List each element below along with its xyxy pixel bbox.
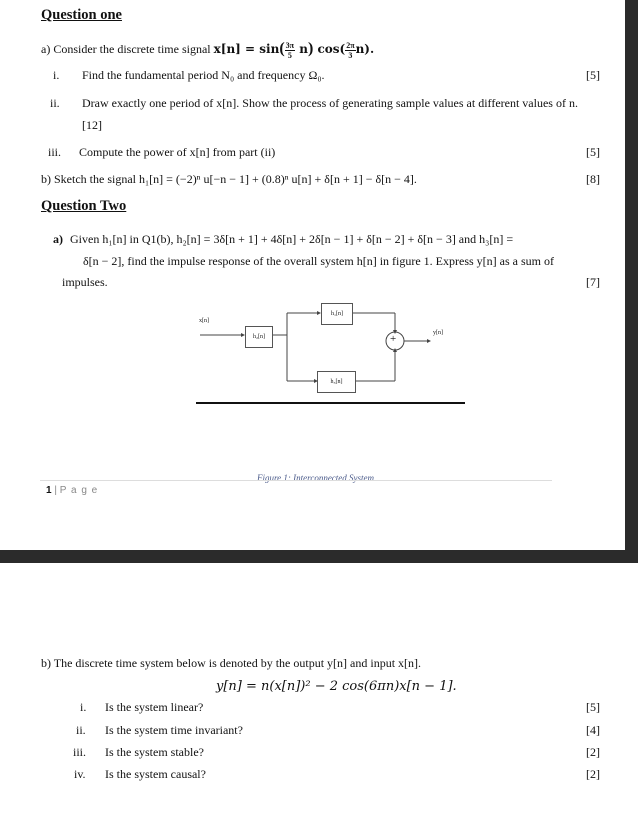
q1-item-num: i. bbox=[53, 68, 60, 82]
q2b-item-text: Is the system causal? bbox=[105, 767, 206, 781]
q1a-prefix: a) Consider the discrete time signal bbox=[41, 42, 214, 56]
q1a-fraction-2: $\frac{2\pi}{3}$ bbox=[346, 40, 355, 60]
h2-block: h₂[n] bbox=[245, 326, 273, 348]
output-label: y[n] bbox=[433, 330, 443, 336]
q2b-item-mark: [2] bbox=[586, 767, 600, 781]
footer-page-word: P a g e bbox=[59, 485, 99, 496]
q1-item-text: Draw exactly one period of x[n]. Show the process of generating sample values at different values of n. bbox=[82, 96, 578, 110]
h3-block: h₃[n] bbox=[317, 371, 356, 393]
q2a-line-1: Given h₁[n] in Q1(b), h₂[n] = 3δ[n + 1] + 4δ[n] + 2δ[n − 1] + δ[n − 2] + δ[n − 3] and h₃[n] = bbox=[70, 232, 514, 246]
q2a-mark: [7] bbox=[586, 275, 600, 289]
h1-block: h₁[n] bbox=[321, 303, 353, 325]
q2a-line-3: impulses. bbox=[62, 275, 108, 289]
q2b-equation: y[n] = n(x[n])² − 2 cos(6πn)x[n − 1]. bbox=[216, 679, 457, 694]
q2b-item-mark: [2] bbox=[586, 745, 600, 759]
input-label: x[n] bbox=[199, 318, 209, 324]
figure-rule bbox=[196, 402, 465, 404]
q1-item-mark-inline: [12] bbox=[82, 118, 102, 132]
q1a-lhs: x[n] = sin bbox=[213, 42, 280, 56]
adder-symbol: + bbox=[390, 333, 397, 345]
q2a-label: a) bbox=[53, 232, 63, 246]
q2b-intro: b) The discrete time system below is denoted by the output y[n] and input x[n]. bbox=[41, 656, 422, 670]
q2a-line-2: δ[n − 2], find the impulse response of the overall system h[n] in figure 1. Express y[n] as a sum of bbox=[83, 254, 554, 268]
figure-caption: Figure 1: Interconnected System bbox=[257, 473, 375, 483]
q1b-mark: [8] bbox=[586, 172, 600, 186]
q2b-item-num: iv. bbox=[74, 767, 86, 781]
footer-divider bbox=[40, 480, 552, 481]
q1a-statement: a) Consider the discrete time signal x[n] = sin( $\frac{3\pi}{5}$ n) cos( $\frac{2\pi}{3}$ n). bbox=[41, 40, 375, 60]
q2b-item-num: ii. bbox=[76, 723, 86, 737]
question-two-heading: Question Two bbox=[41, 198, 127, 214]
q1a-end: n). bbox=[355, 42, 375, 56]
q2b-item-text: Is the system linear? bbox=[105, 700, 204, 714]
q1-item-num: ii. bbox=[50, 96, 60, 110]
footer-separator: | bbox=[54, 485, 57, 496]
q1-item-mark: [5] bbox=[586, 68, 600, 82]
q2b-item-num: i. bbox=[80, 700, 87, 714]
q1-item-text: Find the fundamental period N₀ and frequency Ω₀. bbox=[82, 68, 325, 82]
q1b-statement: b) Sketch the signal h₁[n] = (−2)ⁿ u[−n − 1] + (0.8)ⁿ u[n] + δ[n + 1] − δ[n − 4]. bbox=[41, 172, 417, 186]
q2b-item-text: Is the system time invariant? bbox=[105, 723, 243, 737]
page-right-edge bbox=[625, 0, 638, 563]
q1-item-num: iii. bbox=[48, 145, 62, 159]
page-gap-band bbox=[0, 550, 638, 563]
footer-page-number: 1 bbox=[46, 485, 52, 496]
q1-item-text: Compute the power of x[n] from part (ii) bbox=[79, 145, 276, 159]
q2b-item-num: iii. bbox=[73, 745, 87, 759]
q2b-item-mark: [4] bbox=[586, 723, 600, 737]
q1-item-mark: [5] bbox=[586, 145, 600, 159]
q2b-item-mark: [5] bbox=[586, 700, 600, 714]
question-one-heading: Question one bbox=[41, 7, 122, 23]
q1a-fraction-1: $\frac{3\pi}{5}$ bbox=[285, 40, 295, 60]
q2b-item-text: Is the system stable? bbox=[105, 745, 204, 759]
page-footer bbox=[46, 485, 98, 496]
